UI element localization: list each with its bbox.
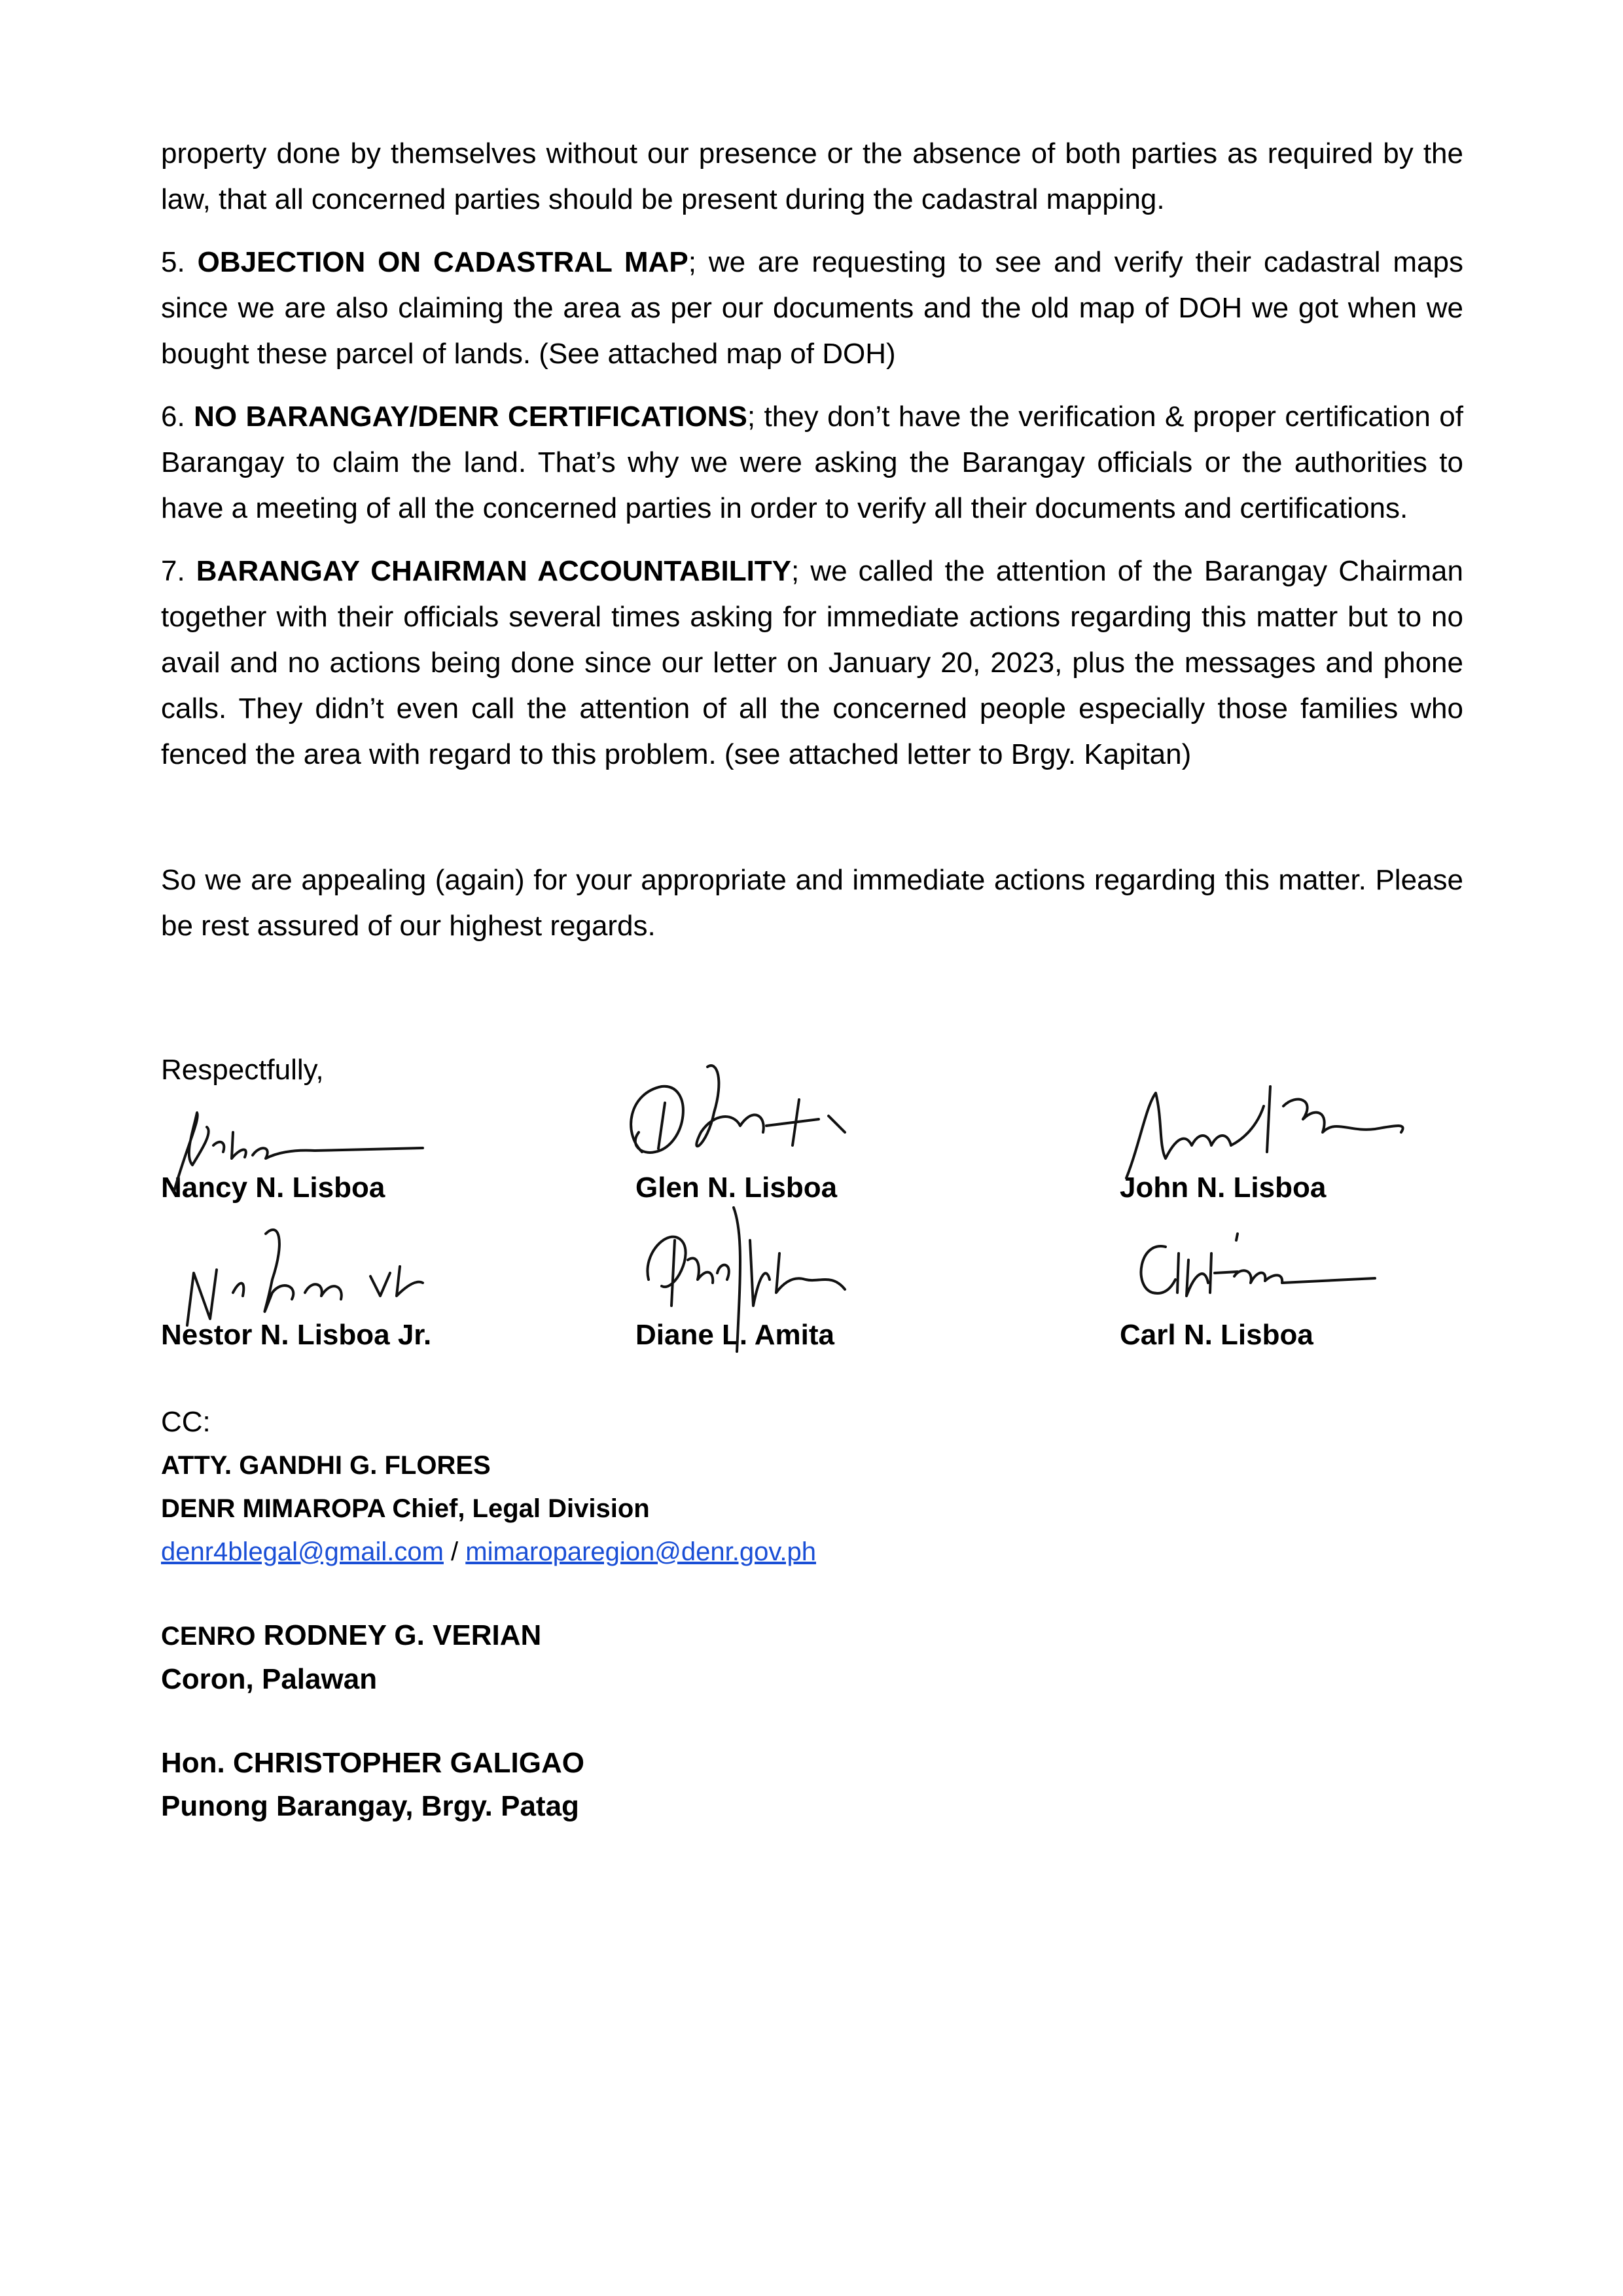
closing-paragraph: So we are appealing (again) for your appropriate and immediate actions regarding this matter. Please be rest assured of our highest regards. (161, 864, 1463, 942)
cc-recipient-2-place: Coron, Palawan (161, 1663, 378, 1695)
paragraph-6-number: 6. (161, 401, 185, 433)
cc-recipient-1 (161, 1444, 1463, 1573)
signature-block-john (1120, 1100, 1460, 1230)
cc-recipient-1-title: DENR MIMAROPA Chief, Legal Division (161, 1494, 650, 1523)
signatory-name: Diane L. Amita (635, 1319, 834, 1351)
signature-block-carl (1120, 1247, 1460, 1378)
signature-grid (161, 1100, 1463, 1374)
handwritten-signature-nestor (174, 1214, 462, 1345)
cc-recipient-2-name (161, 1614, 1463, 1658)
paragraph-6-text: ; they don’t have the verification & proper certification of Barangay to claim the land. That’s why we were asking the Barangay officials or the authorities to have a meeting of all the concerned parties in order to verify all their documents and certifications. (161, 401, 1464, 524)
paragraph-5-text: ; we are requesting to see and verify their cadastral maps since we are also claiming the area as per our documents and the old map of DOH we got when we bought these parcel of lands. (See attached map of DOH) (161, 246, 1463, 370)
cc-label: CC: (161, 1406, 211, 1438)
signatory-name: Glen N. Lisboa (635, 1172, 838, 1204)
signatory-name: John N. Lisboa (1120, 1172, 1327, 1204)
cc-recipient-1-name: ATTY. GANDHI G. FLORES (161, 1451, 491, 1480)
cc-recipient-3 (161, 1742, 1463, 1828)
paragraph-7-number: 7. (161, 555, 185, 587)
paragraph-5-number: 5. (161, 246, 185, 278)
cc-section (161, 1401, 1463, 1828)
handwritten-signature-nancy (161, 1093, 436, 1204)
signature-block-nancy (161, 1100, 488, 1230)
cc-recipient-3-title: Punong Barangay, Brgy. Patag (161, 1790, 579, 1822)
paragraph-7-text: ; we called the attention of the Barangay Chairman together with their officials several times asking for immediate actions regarding this matter but to no avail and no actions being done since our letter on January 20, 2023, plus the messages and phone calls. They didn’t even call the attention of all the concerned people especially those families who fenced the area with regard to this problem. (see attached letter to Brgy. Kapitan) (161, 555, 1463, 770)
letter-page (161, 131, 1463, 1869)
paragraph-5 (161, 240, 1463, 377)
signatory-name: Nancy N. Lisboa (161, 1172, 385, 1204)
paragraph-5-title: OBJECTION ON CADASTRAL MAP (197, 246, 688, 278)
paragraph-7-title: BARANGAY CHAIRMAN ACCOUNTABILITY (196, 555, 792, 587)
signature-block-diane (635, 1247, 963, 1378)
signatory-name: Nestor N. Lisboa Jr. (161, 1319, 432, 1351)
signatory-name: Carl N. Lisboa (1120, 1319, 1313, 1351)
handwritten-signature-diane (635, 1201, 897, 1358)
email-link-region[interactable]: mimaroparegion@denr.gov.ph (465, 1537, 817, 1566)
handwritten-signature-carl (1126, 1221, 1401, 1325)
email-link-legal[interactable]: denr4blegal@gmail.com (161, 1537, 444, 1566)
signature-block-nestor (161, 1247, 488, 1378)
cc-recipient-1-emails (161, 1530, 1463, 1573)
cc-recipient-2 (161, 1614, 1463, 1701)
handwritten-signature-glen (603, 1054, 891, 1185)
paragraph-7 (161, 548, 1463, 778)
cc-recipient-2-fullname: RODNEY G. VERIAN (255, 1619, 542, 1651)
email-separator: / (443, 1537, 466, 1566)
paragraph-6 (161, 394, 1463, 531)
salutation: Respectfully, (161, 1054, 324, 1086)
paragraph-continuation: property done by themselves without our presence or the absence of both parties as required by the law, that all concerned parties should be present during the cadastral mapping. (161, 137, 1463, 215)
paragraph-6-title: NO BARANGAY/DENR CERTIFICATIONS (194, 401, 747, 433)
handwritten-signature-john (1120, 1067, 1408, 1185)
cc-recipient-3-name: Hon. CHRISTOPHER GALIGAO (161, 1747, 584, 1779)
cc-recipient-2-prefix: CENRO (161, 1622, 256, 1651)
